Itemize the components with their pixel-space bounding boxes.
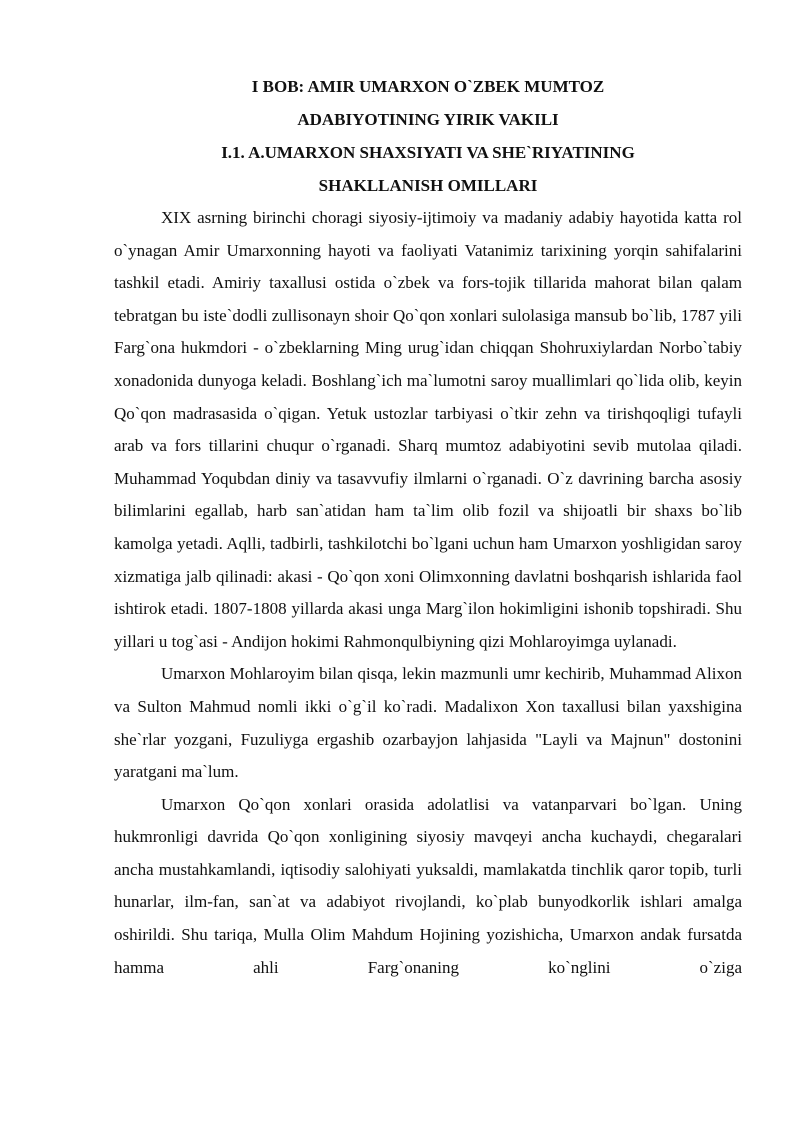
- document-page: [114, 70, 742, 984]
- paragraph-3: Umarxon Qo`qon xonlari orasida adolatlisi va vatanparvari bo`lgan. Uning hukmronligi davrida Qo`qon xonligining siyosiy mavqeyi ancha kuchaydi, chegaralari ancha mustahkamlandi, iqtisodiy salohiyati yuksaldi, mamlakatda tinchlik qaror topib, turli hunarlar, ilm-fan, san`at va adabiyot rivojlandi, ko`plab bunyodkorlik ishlari amalga oshirildi. Shu tariqa, Mulla Olim Mahdum Hojining yozishicha, Umarxon andak fursatda hamma ahli Farg`onaning ko`nglini o`ziga: [114, 794, 742, 977]
- chapter-title-line-2: ADABIYOTINING YIRIK VAKILI: [297, 110, 559, 129]
- paragraph-2: Umarxon Mohlaroyim bilan qisqa, lekin mazmunli umr kechirib, Muhammad Alixon va Sulton Mahmud nomli ikki o`g`il ko`radi. Madalixon Xon taxallusi bilan yaxshigina she`rlar yozgani, Fuzuliyga ergashib ozarbayjon lahjasida "Layli va Majnun" dostonini yaratgani ma`lum.: [114, 664, 742, 782]
- section-title-line-2: SHAKLLANISH OMILLARI: [318, 176, 538, 195]
- paragraph-1: XIX asrning birinchi choragi siyosiy-ijtimoiy va madaniy adabiy hayotida katta rol o`ynagan Amir Umarxonning hayoti va faoliyati Vatanimiz tarixining yorqin sahifalarini tashkil etadi. Amiriy taxallusi ostida o`zbek va fors-tojik tillarida mahorat bilan qalam tebratgan bu iste`dodli zullisonayn shoir Qo`qon xonlari sulolasiga mansub bo`lib, 1787 yili Farg`ona hukmdori - o`zbeklarning Ming urug`idan chiqqan Shohruxiylardan Norbo`tabiy xonadonida dunyoga keladi. Boshlang`ich ma`lumotni saroy muallimlari qo`lida olib, keyin Qo`qon madrasasida o`qigan. Yetuk ustozlar tarbiyasi o`tkir zehn va tirishqoqligi tufayli arab va fors tillarini chuqur o`rganadi. Sharq mumtoz adabiyotini sevib mutolaa qiladi. Muhammad Yoqubdan diniy va tasavvufiy ilmlarni o`rganadi. O`z davrining barcha asosiy bilimlarini egallab, harb san`atidan ham ta`lim olib fozil va shijoatli bir shaxs bo`lib kamolga yetadi. Aqlli, tadbirli, tashkilotchi bo`lgani uchun ham Umarxon yoshligidan saroy xizmatiga jalb qilinadi: akasi - Qo`qon xoni Olimxonning davlatni boshqarish ishlarida faol ishtirok etadi. 1807-1808 yillarda akasi unga Marg`ilon hokimligini ishonib topshiradi. Shu yillari u tog`asi - Andijon hokimi Rahmonqulbiyning qizi Mohlaroyimga uylanadi.: [114, 208, 742, 651]
- section-title-line-1: I.1. A.UMARXON SHAXSIYATI VA SHE`RIYATINING: [221, 143, 635, 162]
- chapter-title-line-1: I BOB: AMIR UMARXON O`ZBEK MUMTOZ: [251, 77, 605, 96]
